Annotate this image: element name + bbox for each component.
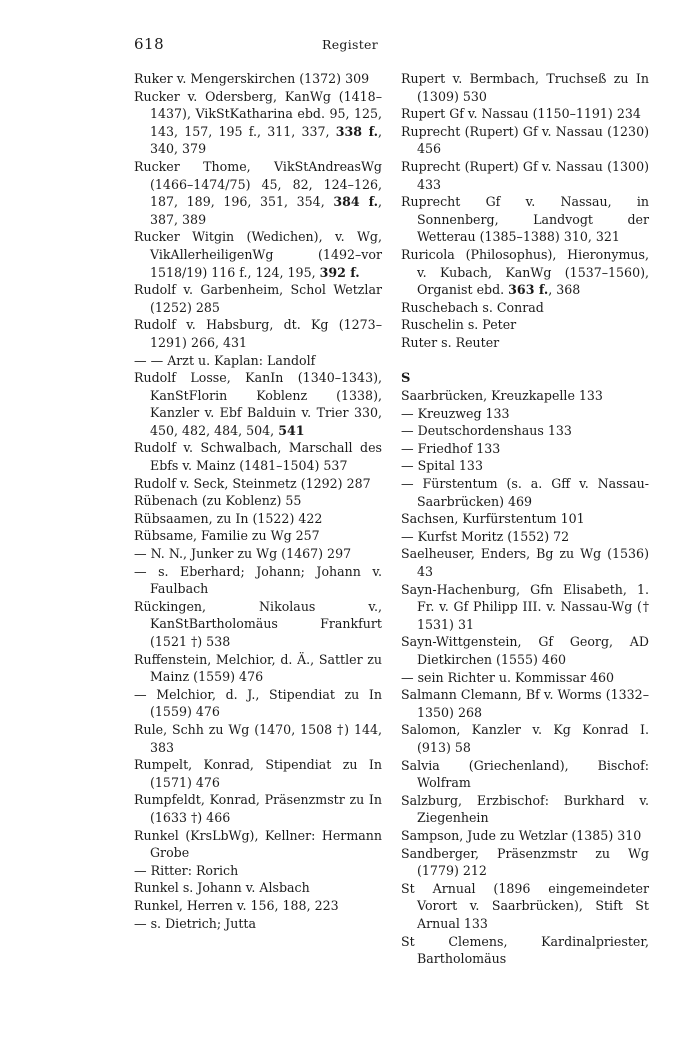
index-entry: Rudolf v. Garbenheim, Schol Wetzlar (1252) 285: [134, 282, 382, 315]
index-entry: Rucker v. Odersberg, KanWg (1418–1437), VikStKatharina ebd. 95, 125, 143, 157, 195 f., 311, 337, 338 f., 340, 379: [134, 88, 382, 157]
index-entry: Ruprecht Gf v. Nassau, in Sonnenberg, Landvogt der Wetterau (1385–1388) 310, 321: [401, 194, 649, 245]
index-entry: — — Arzt u. Kaplan: Landolf: [134, 352, 316, 368]
index-entry: Salvia (Griechenland), Bischof: Wolfram: [401, 757, 649, 791]
index-entry: — s. Eberhard; Johann; Johann v. Faulbach: [134, 563, 382, 597]
index-entry: Ruprecht (Rupert) Gf v. Nassau (1300) 433: [401, 158, 649, 192]
index-entry: Saarbrücken, Kreuzkapelle 133: [401, 388, 603, 404]
index-entry: Salomon, Kanzler v. Kg Konrad I. (913) 58: [401, 722, 649, 755]
index-entry: Ruffenstein, Melchior, d. Ä., Sattler zu Mainz (1559) 476: [134, 651, 382, 685]
index-entry: — s. Dietrich; Jutta: [134, 915, 256, 931]
index-entry: Ruricola (Philosophus), Hieronymus, v. Kubach, KanWg (1537–1560), Organist ebd. 363 f., 368: [401, 246, 649, 298]
index-entry: Salmann Clemann, Bf v. Worms (1332–1350) 268: [401, 687, 649, 720]
index-column-right: [401, 70, 649, 968]
index-entry: Rudolf v. Seck, Steinmetz (1292) 287: [134, 475, 371, 491]
running-head: Register: [321, 37, 379, 52]
index-entry: Rübenach (zu Koblenz) 55: [134, 493, 302, 509]
index-entry: Sampson, Jude zu Wetzlar (1385) 310: [401, 827, 642, 843]
index-entry: Sayn-Wittgenstein, Gf Georg, AD Dietkirchen (1555) 460: [401, 634, 649, 667]
index-entry: Runkel s. Johann v. Alsbach: [134, 880, 310, 896]
index-entry: Rule, Schh zu Wg (1470, 1508 †) 144, 383: [134, 721, 382, 755]
index-entry: — Kurfst Moritz (1552) 72: [401, 528, 570, 544]
index-entry: Rucker Witgin (Wedichen), v. Wg, VikAllerheiligenWg (1492–vor 1518/19) 116 f., 124, 195, 392 f.: [134, 229, 382, 280]
index-entry: Rudolf v. Habsburg, dt. Kg (1273–1291) 266, 431: [134, 317, 382, 350]
index-entry: Runkel, Herren v. 156, 188, 223: [134, 897, 339, 913]
index-entry: Ruschebach s. Conrad: [401, 299, 544, 315]
section-gap: [401, 352, 649, 362]
index-entry: Rudolf v. Schwalbach, Marschall des Ebfs v. Mainz (1481–1504) 537: [134, 440, 382, 474]
index-entry: — Melchior, d. J., Stipendiat zu In (1559) 476: [134, 686, 382, 720]
index-entry: Sachsen, Kurfürstentum 101: [401, 511, 585, 527]
index-entry: Ruter s. Reuter: [401, 334, 500, 350]
index-entry: Runkel (KrsLbWg), Kellner: Hermann Grobe: [134, 827, 382, 861]
index-entry: Rudolf Losse, KanIn (1340–1343), KanStFlorin Koblenz (1338), Kanzler v. Ebf Balduin v. Trier 330, 450, 482, 484, 504, 541: [134, 370, 382, 438]
index-entry: — Ritter: Rorich: [134, 862, 239, 878]
index-entry: Ruker v. Mengerskirchen (1372) 309: [134, 71, 370, 86]
index-entry: — sein Richter u. Kommissar 460: [401, 669, 615, 685]
index-entry: Rübsaamen, zu In (1522) 422: [134, 510, 323, 526]
index-entry: — Spital 133: [401, 458, 483, 474]
index-entry: Salzburg, Erzbischof: Burkhard v. Ziegenhein: [401, 792, 649, 826]
index-entry: — Friedhof 133: [401, 440, 501, 456]
index-group-s: [401, 387, 649, 968]
index-entry: Rupert v. Bermbach, Truchseß zu In (1309) 530: [401, 71, 649, 104]
index-entry: Rupert Gf v. Nassau (1150–1191) 234: [401, 106, 641, 122]
index-entry: Rucker Thome, VikStAndreasWg (1466–1474/75) 45, 82, 124–126, 187, 189, 196, 351, 354, 384 f., 387, 389: [134, 158, 382, 227]
index-entry: Ruschelin s. Peter: [401, 317, 517, 333]
index-entry: Sayn-Hachenburg, Gfn Elisabeth, 1. Fr. v. Gf Philipp III. v. Nassau-Wg († 1531) 31: [401, 581, 649, 632]
index-entry: Rückingen, Nikolaus v., KanStBartholomäus Frankfurt (1521 †) 538: [134, 598, 382, 649]
page-number: 618: [134, 35, 165, 53]
section-letter: S: [401, 370, 411, 386]
index-entry: Ruprecht (Rupert) Gf v. Nassau (1230) 456: [401, 123, 649, 157]
index-entry: — N. N., Junker zu Wg (1467) 297: [134, 546, 352, 562]
index-entry: Rumpelt, Konrad, Stipendiat zu In (1571) 476: [134, 757, 382, 790]
index-entry: Saelheuser, Enders, Bg zu Wg (1536) 43: [401, 546, 649, 580]
index-column-left: [134, 70, 382, 932]
index-group-r: [401, 70, 649, 352]
index-entry: — Kreuzweg 133: [401, 405, 510, 421]
index-entry: Rumpfeldt, Konrad, Präsenzmstr zu In (1633 †) 466: [134, 792, 382, 825]
index-entry: St Clemens, Kardinalpriester, Bartholomäus: [401, 933, 649, 967]
index-entry: — Fürstentum (s. a. Gff v. Nassau-Saarbrücken) 469: [401, 476, 649, 509]
index-entry: Sandberger, Präsenzmstr zu Wg (1779) 212: [401, 845, 649, 879]
index-entry: St Arnual (1896 eingemeindeter Vorort v. Saarbrücken), Stift St Arnual 133: [401, 880, 649, 931]
index-entry: Rübsame, Familie zu Wg 257: [134, 528, 320, 544]
index-entry: — Deutschordenshaus 133: [401, 423, 572, 439]
